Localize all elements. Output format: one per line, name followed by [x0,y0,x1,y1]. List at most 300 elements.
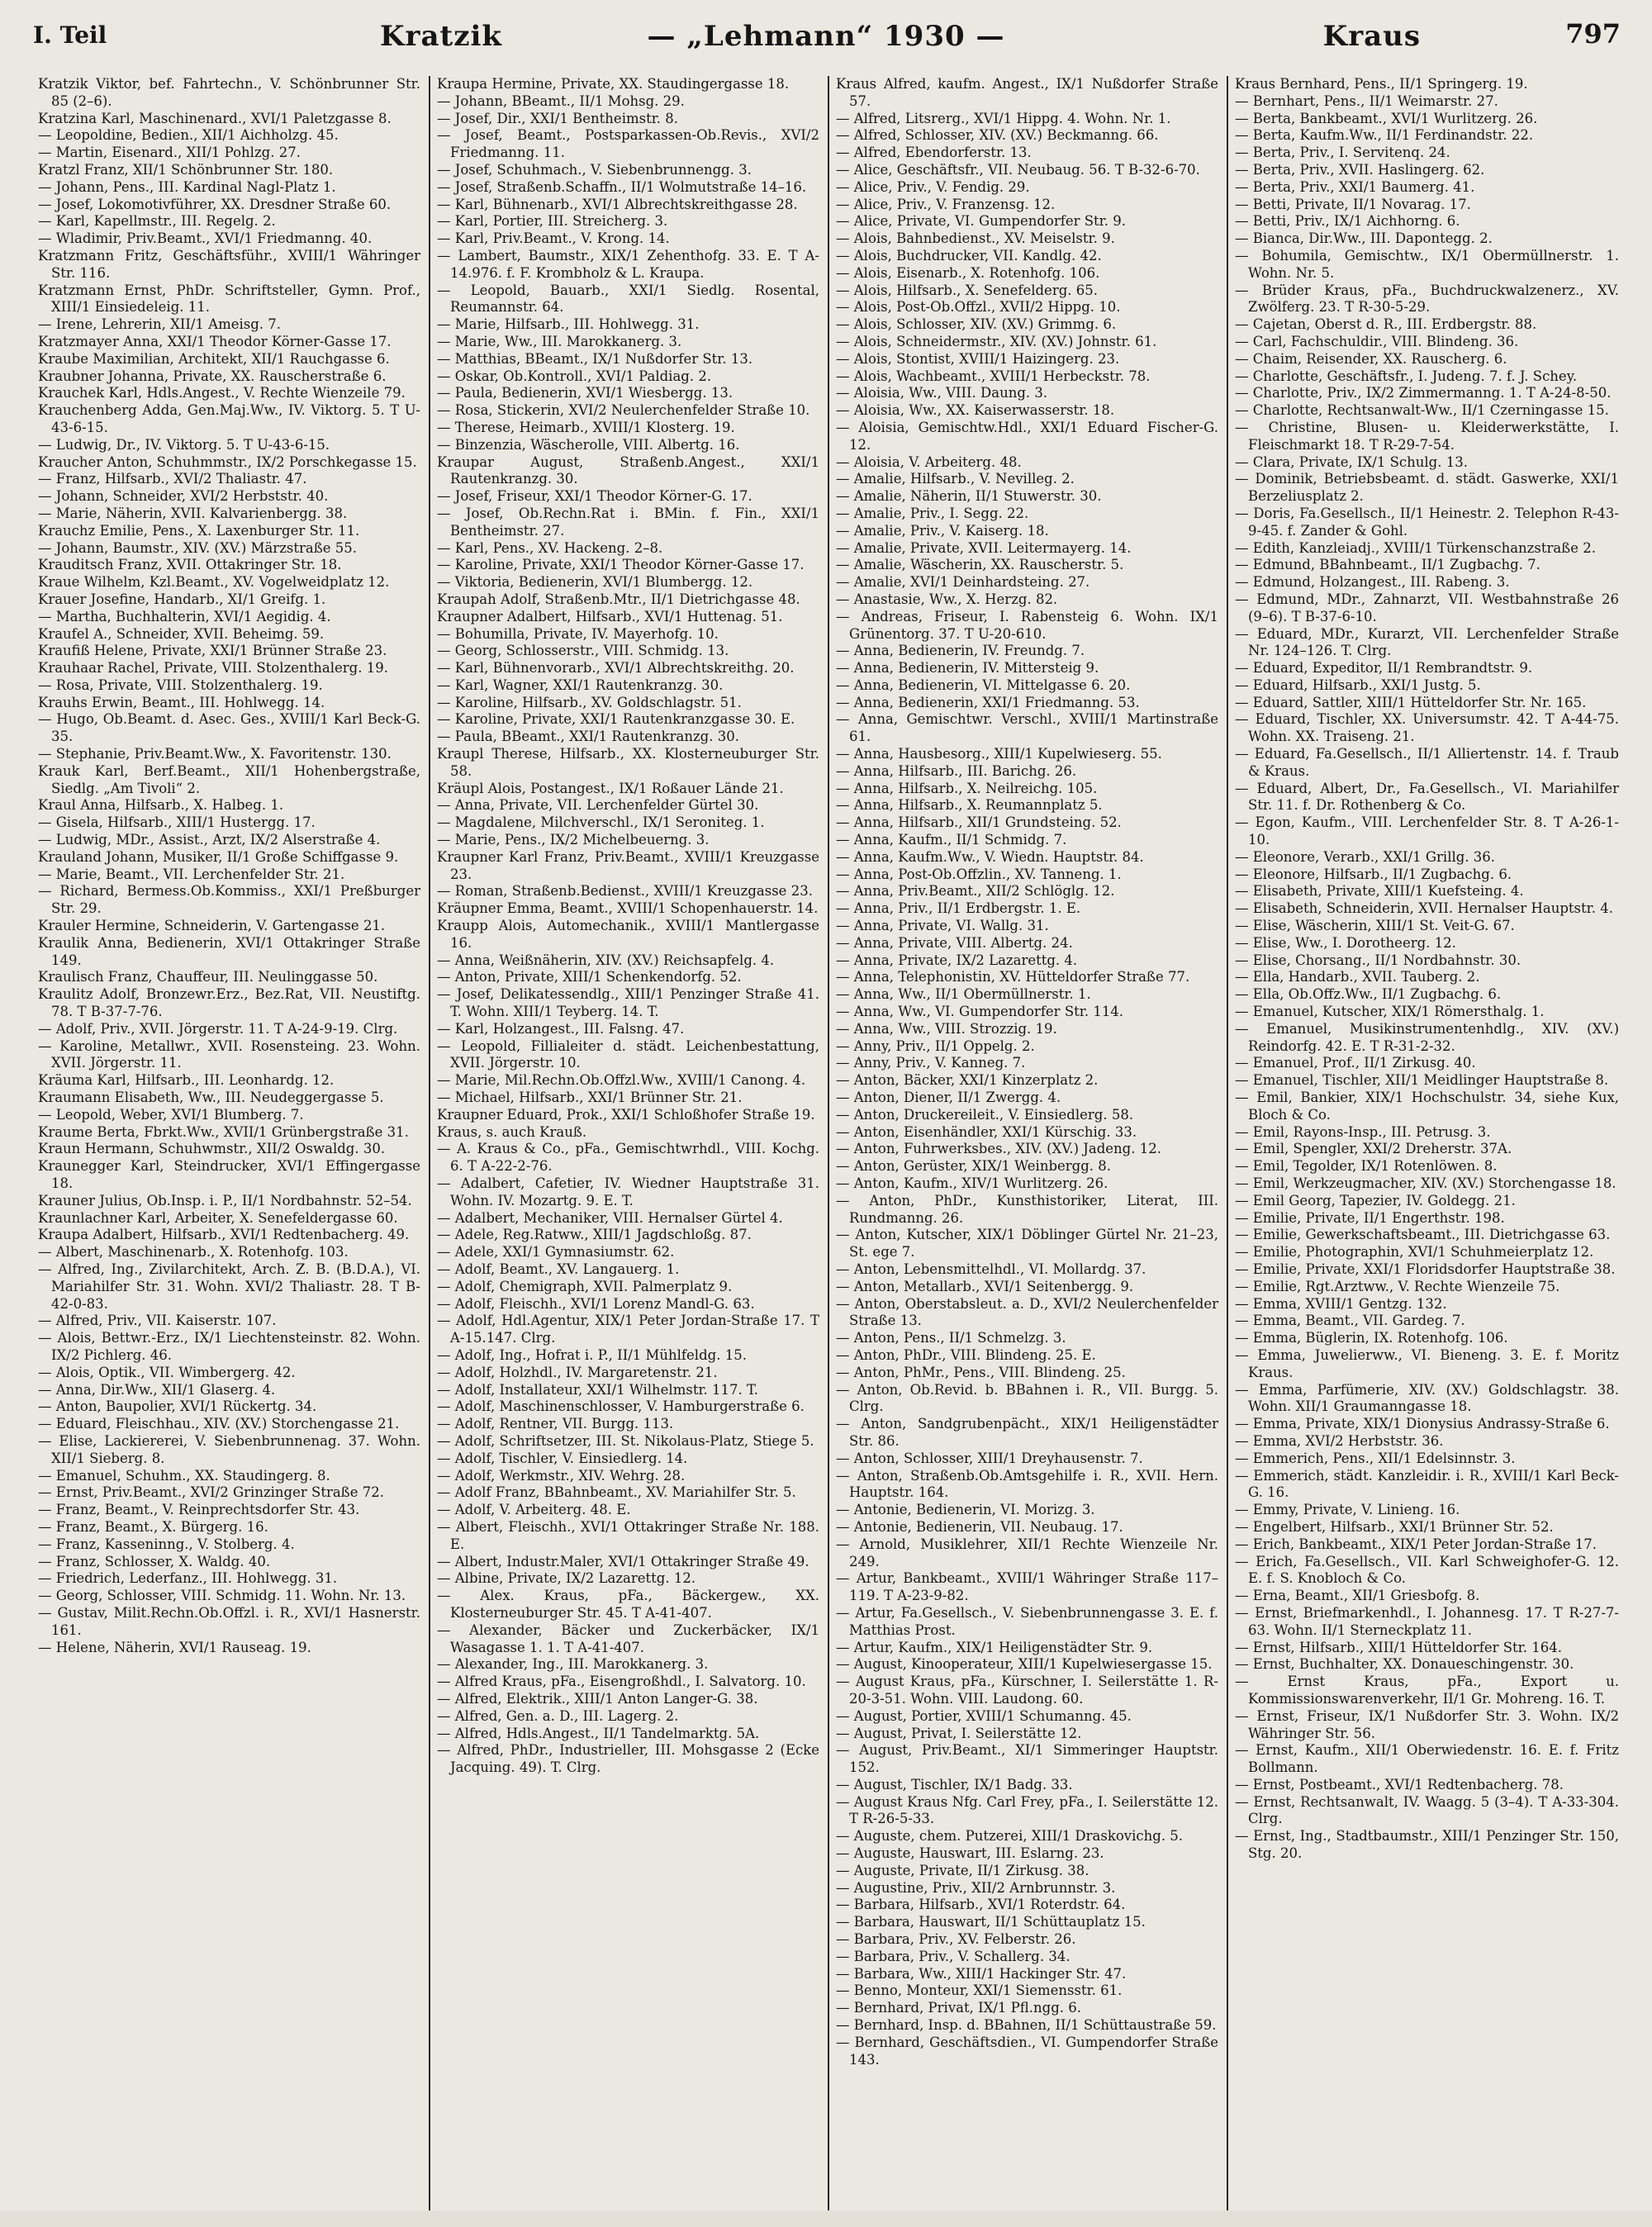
directory-entry: — Elise, Ww., I. Dorotheerg. 12. [1235,934,1456,951]
directory-entry: Kraus, s. auch Krauß. [437,1123,587,1140]
directory-entry: — Ludwig, MDr., Assist., Arzt, IX/2 Alserstraße 4. [38,832,381,848]
directory-entry: — Anna, Private, VI. Wallg. 31. [836,918,1049,934]
directory-entry: — Emilie, Private, XXI/1 Floridsdorfer Hauptstraße 38. [1235,1261,1616,1277]
directory-entry: — Anna, Weißnäherin, XIV. (XV.) Reichsapfelg. 4. [437,952,775,968]
directory-entry: — Leopoldine, Bedien., XII/1 Aichholzg. 45. [38,127,339,144]
directory-entry: — Adolf, Maschinenschlosser, V. Hamburgerstraße 6. [437,1398,805,1415]
directory-entry: — Elise, Chorsang., II/1 Nordbahnstr. 30. [1235,952,1521,968]
directory-entry: — Andreas, Friseur, I. Rabensteig 6. Wohn. IX/1 Grünentorg. 37. T U-20-610. [836,608,1218,642]
directory-entry: Kräupl Alois, Postangest., IX/1 Roßauer Lände 21. [437,780,784,796]
directory-entry: — Adolf, Priv., XVII. Jörgerstr. 11. T A-24-9-19. Clrg. [38,1020,398,1037]
directory-entry: — Anton, PhDr., VIII. Blindeng. 25. E. [836,1346,1096,1363]
directory-entry: Kratzl Franz, XII/1 Schönbrunner Str. 180. [38,161,334,178]
directory-entry: — Adele, XXI/1 Gymnasiumstr. 62. [437,1244,675,1261]
directory-entry: — Alfred, Litsrerg., XVI/1 Hippg. 4. Wohn. Nr. 1. [836,110,1171,126]
directory-entry: — Ernst, Rechtsanwalt, IV. Waagg. 5 (3–4). T A-33-304. Clrg. [1235,1793,1619,1827]
directory-entry: — Edmund, BBahnbeamt., II/1 Zugbachg. 7. [1235,557,1540,573]
directory-entry: — Adolf, Holzhdl., IV. Margaretenstr. 21. [437,1364,718,1380]
directory-entry: — Emil, Spengler, XXI/2 Dreherstr. 37A. [1235,1141,1512,1157]
directory-entry: — Berta, Priv., XVII. Haslingerg. 62. [1235,161,1485,178]
directory-entry: Kraun Hermann, Schuhwmstr., XII/2 Oswaldg. 30. [38,1141,386,1157]
directory-entry: — Ernst, Buchhalter, XX. Donaueschingenstr. 30. [1235,1656,1574,1673]
directory-entry: — Richard, Bermess.Ob.Kommiss., XXI/1 Preßburger Str. 29. [38,883,420,917]
directory-entry: — Amalie, Priv., V. Kaiserg. 18. [836,522,1049,539]
directory-entry: — Leopold, Fillialeiter d. städt. Leichenbestattung, XVII. Jörgerstr. 10. [437,1038,819,1071]
directory-entry: — Anton, Pens., II/1 Schmelzg. 3. [836,1330,1066,1346]
directory-entry: — Augustine, Priv., XII/2 Arnbrunnstr. 3. [836,1879,1116,1896]
directory-entry: — Erich, Fa.Gesellsch., VII. Karl Schweighofer-G. 12. E. f. S. Knobloch & Co. [1235,1553,1619,1587]
directory-entry: — Anna, Bedienerin, XXI/1 Friedmanng. 53. [836,694,1140,710]
directory-entry: Kratzina Karl, Maschinenard., XVI/1 Paletzgasse 8. [38,110,392,126]
directory-entry: — Karl, Bühnenvorarb., XVI/1 Albrechtskreithg. 20. [437,660,795,677]
directory-entry: — Anton, Fuhrwerksbes., XIV. (XV.) Jadeng. 12. [836,1141,1161,1157]
directory-entry: — Anna, Bedienerin, IV. Mittersteig 9. [836,660,1099,677]
directory-entry: — Franz, Kasseninng., V. Stolberg. 4. [38,1536,295,1552]
directory-entry: — Auguste, chem. Putzerei, XIII/1 Draskovichg. 5. [836,1828,1184,1845]
directory-entry: Kratzmann Ernst, PhDr. Schriftsteller, Gymn. Prof., XIII/1 Einsiedeleig. 11. [38,282,420,316]
directory-entry: — Anastasie, Ww., X. Herzg. 82. [836,591,1058,607]
directory-entry: — Emanuel, Tischler, XII/1 Meidlinger Hauptstraße 8. [1235,1072,1609,1089]
directory-entry: — Alois, Eisenarb., X. Rotenhofg. 106. [836,264,1100,281]
directory-entry: — Martin, Eisenard., XII/1 Pohlzg. 27. [38,145,301,161]
directory-entry: Kraube Maximilian, Architekt, XII/1 Rauchgasse 6. [38,350,390,367]
directory-entry: — Doris, Fa.Gesellsch., II/1 Heinestr. 2. Telephon R-43-9-45. f. Zander & Gohl. [1235,505,1619,539]
directory-entry: — Josef, Schuhmach., V. Siebenbrunnengg. 3. [437,161,752,178]
directory-entry: — Karoline, Private, XXI/1 Theodor Körner-Gasse 17. [437,557,805,573]
directory-entry: — Berta, Priv., XXI/1 Baumerg. 41. [1235,178,1475,195]
directory-entry: Krauditsch Franz, XVII. Ottakringer Str. 18. [38,557,342,573]
directory-entry: — August, Portier, XVIII/1 Schumanng. 45. [836,1707,1132,1724]
directory-entry: — Bernhart, Pens., II/1 Weimarstr. 27. [1235,93,1498,109]
directory-entry: Krauchz Emilie, Pens., X. Laxenburger Str. 11. [38,522,360,539]
directory-entry: — Ernst, Postbeamt., XVI/1 Redtenbacherg. 78. [1235,1776,1564,1793]
directory-entry: — Emma, Private, XIX/1 Dionysius Andrassy-Straße 6. [1235,1416,1610,1432]
directory-entry: — Alois, Bahnbedienst., XV. Meiselstr. 9. [836,230,1115,247]
directory-title: — „Lehmann“ 1930 — [647,20,1005,53]
directory-entry: — Berta, Kaufm.Ww., II/1 Ferdinandstr. 22. [1235,127,1534,144]
directory-entry: — Alfred Kraus, pFa., Eisengroßhdl., I. Salvatorg. 10. [437,1674,806,1690]
directory-entry: — Anna, Hilfsarb., XII/1 Grundsteing. 52. [836,814,1122,831]
page-bottom-edge [0,2210,1652,2227]
directory-entry: — Adele, Reg.Ratww., XIII/1 Jagdschloßg. 87. [437,1227,752,1243]
directory-entry: — Alois, Schlosser, XIV. (XV.) Grimmg. 6. [836,316,1117,333]
directory-entry: — Josef, Friseur, XXI/1 Theodor Körner-G. 17. [437,488,752,505]
directory-entry: Kraunegger Karl, Steindrucker, XVI/1 Effingergasse 18. [38,1158,420,1191]
directory-entry: — Alfred, Ebendorferstr. 13. [836,145,1032,161]
directory-entry: — Eduard, Sattler, XIII/1 Hütteldorfer Str. Nr. 165. [1235,694,1587,710]
directory-entry: — Eduard, MDr., Kurarzt, VII. Lerchenfelder Straße Nr. 124–126. T. Clrg. [1235,625,1619,659]
directory-entry: — Adolf, Ing., Hofrat i. P., II/1 Mühlfeldg. 15. [437,1346,747,1363]
directory-entry: — Barbara, Ww., XIII/1 Hackinger Str. 47. [836,1965,1127,1982]
directory-entry: — Karl, Pens., XV. Hackeng. 2–8. [437,539,663,556]
directory-entry: — Emil, Werkzeugmacher, XIV. (XV.) Storchengasse 18. [1235,1175,1616,1191]
directory-entry: — Aloisia, V. Arbeiterg. 48. [836,453,1022,470]
directory-entry: — Anton, Straßenb.Ob.Amtsgehilfe i. R., XVII. Hern. Hauptstr. 164. [836,1467,1218,1501]
directory-entry: — Adalbert, Mechaniker, VIII. Hernalser Gürtel 4. [437,1209,783,1226]
directory-entry: — Carl, Fachschuldir., VIII. Blindeng. 36. [1235,333,1519,349]
directory-entry: Kraue Wilhelm, Kzl.Beamt., XV. Vogelweidplatz 12. [38,574,390,591]
directory-entry: — Eduard, Tischler, XX. Universumstr. 42. T A-44-75. Wohn. XX. Traiseng. 21. [1235,711,1619,745]
directory-entry: — Roman, Straßenb.Bedienst., XVIII/1 Kreuzgasse 23. [437,883,813,900]
directory-entry: — Karl, Holzangest., III. Falsng. 47. [437,1020,685,1037]
directory-entry: — August, Kinooperateur, XIII/1 Kupelwiesergasse 15. [836,1656,1213,1673]
directory-entry: — Emil Georg, Tapezier, IV. Goldegg. 21. [1235,1192,1516,1208]
directory-entry: — Emilie, Gewerkschaftsbeamt., III. Dietrichgasse 63. [1235,1227,1611,1243]
directory-column [430,76,829,2215]
directory-entry: — Emanuel, Schuhm., XX. Staudingerg. 8. [38,1467,330,1484]
directory-entry: — Erich, Bankbeamt., XIX/1 Peter Jordan-Straße 17. [1235,1536,1597,1552]
directory-entry: Kraupner Karl Franz, Priv.Beamt., XVIII/1 Kreuzgasse 23. [437,848,819,882]
directory-entry: — Marie, Mil.Rechn.Ob.Offzl.Ww., XVIII/1 Canong. 4. [437,1072,806,1089]
directory-entry: — Rosa, Private, VIII. Stolzenthalerg. 19. [38,677,323,693]
directory-entry: Kraupar August, Straßenb.Angest., XXI/1 Rautenkranzg. 30. [437,453,819,487]
directory-entry: — Alfred, Hdls.Angest., II/1 Tandelmarktg. 5A. [437,1725,760,1741]
directory-entry: Krauland Johann, Musiker, II/1 Große Schiffgasse 9. [38,848,399,865]
directory-entry: — Alois, Stontist, XVIII/1 Haizingerg. 23. [836,350,1120,367]
directory-entry: — Ernst, Kaufm., XII/1 Oberwiedenstr. 16. E. f. Fritz Bollmann. [1235,1742,1619,1776]
directory-entry: — Adolf, Tischler, V. Einsiedlerg. 14. [437,1450,688,1466]
directory-entry: — Georg, Schlosserstr., VIII. Schmidg. 13. [437,643,729,659]
directory-entry: — Adolf, Beamt., XV. Langauerg. 1. [437,1261,680,1277]
directory-entry: — Therese, Heimarb., XVIII/1 Klosterg. 19. [437,419,735,435]
directory-entry: — Karl, Portier, III. Streicherg. 3. [437,213,668,230]
directory-entry: — Charlotte, Priv., IX/2 Zimmermanng. 1. T A-24-8-50. [1235,385,1612,401]
directory-entry: — Emilie, Photographin, XVI/1 Schuhmeierplatz 12. [1235,1244,1594,1261]
directory-entry: — Berta, Priv., I. Servitenq. 24. [1235,145,1450,161]
directory-entry: — Engelbert, Hilfsarb., XXI/1 Brünner Str. 52. [1235,1518,1554,1535]
directory-entry: — Chaim, Reisender, XX. Rauscherg. 6. [1235,350,1507,367]
directory-entry: Krauner Julius, Ob.Insp. i. P., II/1 Nordbahnstr. 52–54. [38,1192,412,1208]
directory-entry: — Antonie, Bedienerin, VII. Neubaug. 17. [836,1518,1123,1535]
directory-entry: — Emma, Beamt., VII. Gardeg. 7. [1235,1313,1465,1329]
directory-entry: — Adalbert, Cafetier, IV. Wiedner Hauptstraße 31. Wohn. IV. Mozartg. 9. E. T. [437,1175,819,1208]
directory-entry: — Aloisia, Ww., VIII. Daung. 3. [836,385,1048,401]
directory-entry: — Lambert, Baumstr., XIX/1 Zehenthofg. 33. E. T A-14.976. f. F. Krombholz & L. Kraupa. [437,247,819,281]
directory-entry: — Friedrich, Lederfanz., III. Hohlwegg. 31. [38,1570,338,1587]
directory-entry: — Emmy, Private, V. Linieng. 16. [1235,1502,1460,1518]
directory-entry: — Emil, Bankier, XIX/1 Hochschulstr. 34, siehe Kux, Bloch & Co. [1235,1090,1619,1123]
directory-entry: — Adolf, Installateur, XXI/1 Wilhelmstr. 117. T. [437,1381,758,1398]
directory-entry: — Anton, Metallarb., XVI/1 Seitenbergg. 9. [836,1278,1134,1294]
directory-entry: Kraus Bernhard, Pens., II/1 Springerg. 19. [1235,76,1528,92]
directory-entry: — Artur, Bankbeamt., XVIII/1 Währinger Straße 117–119. T A-23-9-82. [836,1570,1218,1604]
directory-entry: — Franz, Beamt., V. Reinprechtsdorfer Str. 43. [38,1502,360,1518]
directory-entry: — Anton, Oberstabsleut. a. D., XVI/2 Neulerchenfelder Straße 13. [836,1295,1218,1329]
directory-entry: — Alice, Private, VI. Gumpendorfer Str. 9. [836,213,1126,230]
directory-entry: — Anna, Hausbesorg., XIII/1 Kupelwieserg. 55. [836,746,1162,762]
directory-entry: Kraunlachner Karl, Arbeiter, X. Senefeldergasse 60. [38,1209,398,1226]
directory-column [31,76,430,2215]
directory-entry: — Bohumilla, Private, IV. Mayerhofg. 10. [437,625,719,642]
directory-entry: — Anton, Kutscher, XIX/1 Döblinger Gürtel Nr. 21–23, St. ege 7. [836,1227,1218,1261]
directory-entry: — Adolf, Fleischh., XVI/1 Lorenz Mandl-G. 63. [437,1295,755,1312]
directory-entry: — Brüder Kraus, pFa., Buchdruckwalzenerz., XV. Zwölferg. 23. T R-30-5-29. [1235,282,1619,316]
directory-entry: — Auguste, Private, II/1 Zirkusg. 38. [836,1862,1089,1878]
directory-entry: Kräupner Emma, Beamt., XVIII/1 Schopenhauerstr. 14. [437,900,819,917]
directory-entry: Krauer Josefine, Handarb., XI/1 Greifg. 1. [38,591,326,607]
directory-entry: — Anton, Baupolier, XVI/1 Rückertg. 34. [38,1398,317,1415]
directory-entry: — Franz, Schlosser, X. Waldg. 40. [38,1553,271,1569]
directory-entry: — Anna, Private, IX/2 Lazarettg. 4. [836,952,1078,968]
directory-entry: — Emilie, Rgt.Arztww., V. Rechte Wienzeile 75. [1235,1278,1560,1294]
directory-entry: Kraupah Adolf, Straßenb.Mtr., II/1 Dietrichgasse 48. [437,591,800,607]
directory-entry: Kraulitz Adolf, Bronzewr.Erz., Bez.Rat, VII. Neustiftg. 78. T B-37-7-76. [38,986,420,1020]
directory-entry: — Alois, Schneidermstr., XIV. (XV.) Johnstr. 61. [836,333,1157,349]
directory-entry: — Anna, Ww., II/1 Obermüllnerstr. 1. [836,986,1091,1003]
directory-entry: — Anna, Hilfsarb., X. Reumannplatz 5. [836,797,1103,814]
directory-entry: — Anna, Priv., II/1 Erdbergstr. 1. E. [836,900,1081,917]
directory-entry: — Josef, Dir., XXI/1 Bentheimstr. 8. [437,110,679,126]
directory-entry: Krauhs Erwin, Beamt., III. Hohlwegg. 14. [38,694,325,710]
directory-entry: — Adolf, V. Arbeiterg. 48. E. [437,1502,631,1518]
directory-entry: — Bernhard, Insp. d. BBahnen, II/1 Schüttaustraße 59. [836,2017,1217,2034]
directory-entry: — Karl, Wagner, XXI/1 Rautenkranzg. 30. [437,677,724,693]
directory-entry: — Anton, Diener, II/1 Zwergg. 4. [836,1090,1061,1106]
directory-entry: — Anton, Bäcker, XXI/1 Kinzerplatz 2. [836,1072,1099,1089]
directory-entry: Kratzmann Fritz, Geschäftsführ., XVIII/1 Währinger Str. 116. [38,247,420,281]
directory-entry: — Anny, Priv., V. Kanneg. 7. [836,1055,1026,1071]
directory-entry: — Ella, Handarb., XVII. Tauberg. 2. [1235,969,1480,985]
directory-entry: — Josef, Beamt., Postsparkassen-Ob.Revis., XVI/2 Friedmanng. 11. [437,127,819,161]
directory-entry: — Johann, Baumstr., XIV. (XV.) Märzstraße 55. [38,539,357,556]
directory-entry: — Amalie, Hilfsarb., V. Nevilleg. 2. [836,471,1075,487]
directory-entry: Kraupner Adalbert, Hilfsarb., XVI/1 Huttenag. 51. [437,608,783,624]
directory-entry: — Adolf, Werkmstr., XIV. Wehrg. 28. [437,1467,686,1484]
directory-entry: — Alexander, Ing., III. Marokkanerg. 3. [437,1656,709,1673]
directory-entry: — Marie, Hilfsarb., III. Hohlwegg. 31. [437,316,700,333]
directory-entry: — Alois, Post-Ob.Offzl., XVII/2 Hippg. 10. [836,299,1121,316]
directory-entry: — Georg, Schlosser, VIII. Schmidg. 11. Wohn. Nr. 13. [38,1588,406,1604]
directory-entry: — Michael, Hilfsarb., XXI/1 Brünner Str. 21. [437,1090,743,1106]
directory-entry: — Berta, Bankbeamt., XVI/1 Wurlitzerg. 26. [1235,110,1538,126]
directory-entry: — Emma, XVIII/1 Gentzg. 132. [1235,1295,1447,1312]
directory-entry: — Eleonore, Hilfsarb., II/1 Zugbachg. 6. [1235,866,1512,882]
directory-entry: — Barbara, Priv., V. Schallerg. 34. [836,1948,1070,1964]
directory-entry: — Charlotte, Rechtsanwalt-Ww., II/1 Czerningasse 15. [1235,402,1609,419]
directory-entry: — Eduard, Hilfsarb., XXI/1 Justg. 5. [1235,677,1481,693]
directory-entry: — Hugo, Ob.Beamt. d. Asec. Ges., XVIII/1 Karl Beck-G. 35. [38,711,420,745]
directory-entry: Kraupl Therese, Hilfsarb., XX. Klosterneuburger Str. 58. [437,746,819,779]
directory-entry: — Alfred, Priv., VII. Kaiserstr. 107. [38,1313,277,1329]
page-header [25,15,1627,64]
directory-entry: — Franz, Hilfsarb., XVI/2 Thaliastr. 47. [38,471,307,487]
directory-entry: — Anna, Kaufm., II/1 Schmidg. 7. [836,832,1067,848]
directory-entry: — Anna, Ww., VI. Gumpendorfer Str. 114. [836,1004,1124,1020]
directory-entry: — Rosa, Stickerin, XVI/2 Neulerchenfelder Straße 10. [437,402,810,419]
directory-entry: — Martha, Buchhalterin, XVI/1 Aegidig. 4. [38,608,331,624]
last-entry-word: Kraus [1322,20,1421,53]
directory-entry: — Johann, BBeamt., II/1 Mohsg. 29. [437,93,685,109]
directory-entry: — August, Tischler, IX/1 Badg. 33. [836,1776,1073,1793]
directory-entry: — Bohumila, Gemischtw., IX/1 Obermüllnerstr. 1. Wohn. Nr. 5. [1235,247,1619,281]
directory-entry: — Josef, Straßenb.Schaffn., II/1 Wolmutstraße 14–16. [437,178,807,195]
directory-entry: — Adolf, Chemigraph, XVII. Palmerplatz 9. [437,1278,733,1294]
directory-entry: — Anna, Bedienerin, IV. Freundg. 7. [836,643,1085,659]
directory-entry: — Albine, Private, IX/2 Lazarettg. 12. [437,1570,696,1587]
directory-entry: — Albert, Fleischh., XVI/1 Ottakringer Straße Nr. 188. E. [437,1518,819,1552]
directory-entry: — Anna, Hilfsarb., X. Neilreichg. 105. [836,780,1098,796]
directory-entry: — Amalie, XVI/1 Deinhardsteing. 27. [836,574,1090,591]
directory-entry: — August Kraus, pFa., Kürschner, I. Seilerstätte 1. R-20-3-51. Wohn. VIII. Laudong. 60. [836,1674,1218,1707]
directory-entry: — Stephanie, Priv.Beamt.Ww., X. Favoritenstr. 130. [38,746,392,762]
directory-entry: — Emmerich, Pens., XII/1 Edelsinnstr. 3. [1235,1450,1516,1466]
directory-entry: — Eduard, Expeditor, II/1 Rembrandtstr. 9. [1235,660,1533,677]
directory-entry: — Ella, Ob.Offz.Ww., II/1 Zugbachg. 6. [1235,986,1502,1003]
directory-entry: — Clara, Private, IX/1 Schulg. 13. [1235,453,1468,470]
directory-entry: — Anna, Private, VIII. Albertg. 24. [836,934,1073,951]
directory-entry: — Eduard, Albert, Dr., Fa.Gesellsch., VI. Mariahilfer Str. 11. f. Dr. Rothenberg & Co. [1235,780,1619,814]
directory-entry: — Ernst, Hilfsarb., XIII/1 Hütteldorfer Str. 164. [1235,1639,1562,1655]
first-entry-word: Kratzik [380,20,502,53]
directory-entry: — Anton, Private, XIII/1 Schenkendorfg. 52. [437,969,742,985]
directory-entry: — Irene, Lehrerin, XII/1 Ameisg. 7. [38,316,282,333]
directory-entry: Krauchenberg Adda, Gen.Maj.Ww., IV. Viktorg. 5. T U-43-6-15. [38,402,420,435]
directory-entry: — Anton, Schlosser, XIII/1 Dreyhausenstr. 7. [836,1450,1143,1466]
directory-entry: — Emmerich, städt. Kanzleidir. i. R., XVIII/1 Karl Beck-G. 16. [1235,1467,1619,1501]
directory-entry: — Anton, Kaufm., XIV/1 Wurlitzerg. 26. [836,1175,1108,1191]
directory-entry: — Anna, Ww., VIII. Strozzig. 19. [836,1020,1057,1037]
directory-entry: — Artur, Fa.Gesellsch., V. Siebenbrunnengasse 3. E. f. Matthias Prost. [836,1604,1218,1638]
directory-entry: — Anton, PhMr., Pens., VIII. Blindeng. 25. [836,1364,1126,1380]
page-number: 797 [1565,18,1621,50]
directory-entry: — Edith, Kanzleiadj., XVIII/1 Türkenschanzstraße 2. [1235,539,1596,556]
directory-entry: — Viktoria, Bedienerin, XVI/1 Blumbergg. 12. [437,574,753,591]
directory-entry: — Leopold, Weber, XVI/1 Blumberg. 7. [38,1106,304,1123]
directory-entry: — Elise, Lackiererei, V. Siebenbrunnenag. 37. Wohn. XII/1 Sieberg. 8. [38,1432,420,1466]
directory-entry: — Eduard, Fa.Gesellsch., II/1 Alliertenstr. 14. f. Traub & Kraus. [1235,746,1619,779]
directory-entry: — Emanuel, Kutscher, XIX/1 Römersthalg. 1. [1235,1004,1545,1020]
directory-entry: Kraufel A., Schneider, XVII. Beheimg. 59. [38,625,325,642]
directory-entry: — Alois, Optik., VII. Wimbergerg. 42. [38,1364,296,1380]
directory-entry: Kratzik Viktor, bef. Fahrtechn., V. Schönbrunner Str. 85 (2–6). [38,76,420,109]
directory-entry: — Amalie, Näherin, II/1 Stuwerstr. 30. [836,488,1102,505]
directory-entry: — Ernst, Friseur, IX/1 Nußdorfer Str. 3. Wohn. IX/2 Währinger Str. 56. [1235,1707,1619,1741]
directory-entry: — Marie, Ww., III. Marokkanerg. 3. [437,333,682,349]
directory-entry: — August, Priv.Beamt., XI/1 Simmeringer Hauptstr. 152. [836,1742,1218,1776]
directory-entry: — Alfred, Ing., Zivilarchitekt, Arch. Z. B. (B.D.A.), VI. Mariahilfer Str. 31. Wohn. XVI/2 Thaliastr. 28. T B-42-0-83. [38,1261,420,1312]
directory-entry: — Josef, Ob.Rechn.Rat i. BMin. f. Fin., XXI/1 Bentheimstr. 27. [437,505,819,539]
directory-entry: — Albert, Maschinenarb., X. Rotenhofg. 103. [38,1244,349,1261]
directory-entry: Krauchek Karl, Hdls.Angest., V. Rechte Wienzeile 79. [38,385,406,401]
directory-entry: — Charlotte, Geschäftsfr., I. Judeng. 7. f. J. Schey. [1235,368,1578,384]
directory-entry: — Anna, Telephonistin, XV. Hütteldorfer Straße 77. [836,969,1190,985]
directory-entry: — Anna, Dir.Ww., XII/1 Glaserg. 4. [38,1381,276,1398]
directory-entry: — Ludwig, Dr., IV. Viktorg. 5. T U-43-6-15. [38,436,330,453]
directory-entry: — Barbara, Priv., XV. Felberstr. 26. [836,1931,1076,1948]
directory-entry: — Gustav, Milit.Rechn.Ob.Offzl. i. R., XVI/1 Hasnerstr. 161. [38,1604,420,1638]
directory-entry: — Eleonore, Verarb., XXI/1 Grillg. 36. [1235,848,1496,865]
directory-entry: — Magdalene, Milchverschl., IX/1 Seroniteg. 1. [437,814,765,831]
directory-entry: — Emma, Büglerin, IX. Rotenhofg. 106. [1235,1330,1508,1346]
directory-entry: — Cajetan, Oberst d. R., III. Erdbergstr. 88. [1235,316,1537,333]
directory-entry: — Paula, Bedienerin, XVI/1 Wiesbergg. 13. [437,385,733,401]
directory-entry: — Helene, Näherin, XVI/1 Rauseag. 19. [38,1639,311,1655]
directory-entry: Krauk Karl, Berf.Beamt., XII/1 Hohenbergstraße, Siedlg. „Am Tivoli“ 2. [38,762,420,796]
directory-entry: — Betti, Priv., IX/1 Aichhorng. 6. [1235,213,1460,230]
directory-entry: — Franz, Beamt., X. Bürgerg. 16. [38,1518,268,1535]
directory-entry: — Aloisia, Ww., XX. Kaiserwasserstr. 18. [836,402,1115,419]
directory-entry: — Edmund, MDr., Zahnarzt, VII. Westbahnstraße 26 (9–6). T B-37-6-10. [1235,591,1619,624]
directory-entry: — August, Privat, I. Seilerstätte 12. [836,1725,1082,1741]
directory-entry: — Elise, Wäscherin, XIII/1 St. Veit-G. 67. [1235,918,1515,934]
directory-entry: — Adolf, Hdl.Agentur, XIX/1 Peter Jordan-Straße 17. T A-15.147. Clrg. [437,1313,819,1346]
directory-entry: — Karl, Kapellmstr., III. Regelg. 2. [38,213,276,230]
directory-entry: — Dominik, Betriebsbeamt. d. städt. Gaswerke, XXI/1 Berzeliusplatz 2. [1235,471,1619,505]
directory-entry: — Emma, Juwelierww., VI. Bieneng. 3. E. f. Moritz Kraus. [1235,1346,1619,1380]
directory-entry: — Karoline, Metallwr., XVII. Rosensteing. 23. Wohn. XVII. Jörgerstr. 11. [38,1038,420,1071]
directory-column [829,76,1228,2215]
directory-entry: — Alois, Buchdrucker, VII. Kandlg. 42. [836,247,1102,264]
directory-entry: — Bernhard, Privat, IX/1 Pfl.ngg. 6. [836,2000,1081,2016]
directory-entry: Kratzmayer Anna, XXI/1 Theodor Körner-Gasse 17. [38,333,392,349]
directory-entry: Kraulik Anna, Bedienerin, XVI/1 Ottakringer Straße 149. [38,934,420,968]
directory-entry: — Amalie, Private, XVII. Leitermayerg. 14. [836,539,1132,556]
directory-entry: — Karoline, Private, XXI/1 Rautenkranzgasse 30. E. [437,711,795,728]
directory-entry: Kraulisch Franz, Chauffeur, III. Neulinggasse 50. [38,969,378,985]
directory-entry: — Amalie, Wäscherin, XX. Rauscherstr. 5. [836,557,1124,573]
directory-entry: Kraume Berta, Fbrkt.Ww., XVII/1 Grünbergstraße 31. [38,1123,409,1140]
directory-entry: — Alfred, Gen. a. D., III. Lagerg. 2. [437,1707,679,1724]
directory-entry: Kraufiß Helene, Private, XXI/1 Brünner Straße 23. [38,643,387,659]
directory-entry: — Oskar, Ob.Kontroll., XVI/1 Paldiag. 2. [437,368,712,384]
directory-entry: Krauler Hermine, Schneiderin, V. Gartengasse 21. [38,918,386,934]
directory-entry: — Bernhard, Geschäftsdien., VI. Gumpendorfer Straße 143. [836,2034,1218,2068]
directory-entry: — Anton, PhDr., Kunsthistoriker, Literat, III. Rundmanng. 26. [836,1192,1218,1226]
directory-entry: — Antonie, Bedienerin, VI. Morizg. 3. [836,1502,1095,1518]
directory-entry: — Marie, Pens., IX/2 Michelbeuerng. 3. [437,832,710,848]
directory-entry: — Anna, Gemischtwr. Verschl., XVIII/1 Martinstraße 61. [836,711,1218,745]
directory-entry: — Anton, Gerüster, XIX/1 Weinbergg. 8. [836,1158,1112,1175]
directory-entry: — Alfred, Elektrik., XIII/1 Anton Langer-G. 38. [437,1690,758,1707]
directory-entry: — Emanuel, Musikinstrumentenhdlg., XIV. (XV.) Reindorfg. 42. E. T R-31-2-32. [1235,1020,1619,1054]
directory-entry: — A. Kraus & Co., pFa., Gemischtwrhdl., VIII. Kochg. 6. T A-22-2-76. [437,1141,819,1175]
part-label: I. Teil [33,21,107,49]
directory-entry: — Benno, Monteur, XXI/1 Siemensstr. 61. [836,1982,1123,1999]
directory-entry: — Johann, Schneider, XVI/2 Herbststr. 40. [38,488,329,505]
directory-entry: — Alice, Priv., V. Franzensg. 12. [836,196,1056,212]
directory-entry: — Arnold, Musiklehrer, XII/1 Rechte Wienzeile Nr. 249. [836,1536,1218,1569]
directory-entry: — Ernst, Ing., Stadtbaumstr., XIII/1 Penzinger Str. 150, Stg. 20. [1235,1828,1619,1862]
directory-entry: Kraupa Adalbert, Hilfsarb., XVI/1 Redtenbacherg. 49. [38,1227,410,1243]
directory-entry: Kraupa Hermine, Private, XX. Staudingergasse 18. [437,76,790,92]
directory-entry: — Alfred, PhDr., Industrieller, III. Mohsgasse 2 (Ecke Jacquing. 49). T. Clrg. [437,1742,819,1776]
directory-entry: — Ernst, Briefmarkenhdl., I. Johannesg. 17. T R-27-7-63. Wohn. II/1 Sterneckplatz 11. [1235,1604,1619,1638]
directory-entry: — Paula, BBeamt., XXI/1 Rautenkranzg. 30. [437,729,739,745]
directory-entry: — Emil, Tegolder, IX/1 Rotenlöwen. 8. [1235,1158,1498,1175]
directory-entry: — Emanuel, Prof., II/1 Zirkusg. 40. [1235,1055,1476,1071]
directory-entry: — Anton, Druckereileit., V. Einsiedlerg. 58. [836,1106,1134,1123]
running-head [25,20,1627,53]
directory-entry: — Anna, Private, VII. Lerchenfelder Gürtel 30. [437,797,759,814]
entry-columns [31,76,1627,2215]
directory-entry: — Adolf, Schriftsetzer, III. St. Nikolaus-Platz, Stiege 5. [437,1432,814,1449]
directory-entry: Kraul Anna, Hilfsarb., X. Halbeg. 1. [38,797,284,814]
directory-entry: Kraupner Eduard, Prok., XXI/1 Schloßhofer Straße 19. [437,1106,815,1123]
directory-entry: — Emma, Parfümerie, XIV. (XV.) Goldschlagstr. 38. Wohn. XII/1 Graumanngasse 18. [1235,1381,1619,1415]
directory-entry: — Marie, Beamt., VII. Lerchenfelder Str. 21. [38,866,345,882]
directory-entry: Krauhaar Rachel, Private, VIII. Stolzenthalerg. 19. [38,660,388,677]
directory-entry: — Marie, Näherin, XVII. Kalvarienbergg. 38. [38,505,348,521]
directory-entry: — Emil, Rayons-Insp., III. Petrusg. 3. [1235,1123,1491,1140]
directory-entry: — Leopold, Bauarb., XXI/1 Siedlg. Rosental, Reumannstr. 64. [437,282,819,316]
directory-entry: — Amalie, Priv., I. Segg. 22. [836,505,1029,521]
directory-entry: — Karl, Bühnenarb., XVI/1 Albrechtskreithgasse 28. [437,196,798,212]
directory-entry: — Alexander, Bäcker und Zuckerbäcker, IX/1 Wasagasse 1. 1. T A-41-407. [437,1622,819,1655]
directory-entry: — Auguste, Hauswart, III. Eslarng. 23. [836,1845,1104,1862]
directory-entry: — Elisabeth, Schneiderin, XVII. Hernalser Hauptstr. 4. [1235,900,1613,917]
directory-entry: Kraucher Anton, Schuhmmstr., IX/2 Porschkegasse 15. [38,453,417,470]
directory-entry: — Ernst Kraus, pFa., Export u. Kommissionswarenverkehr, II/1 Gr. Mohreng. 16. T. [1235,1674,1619,1707]
